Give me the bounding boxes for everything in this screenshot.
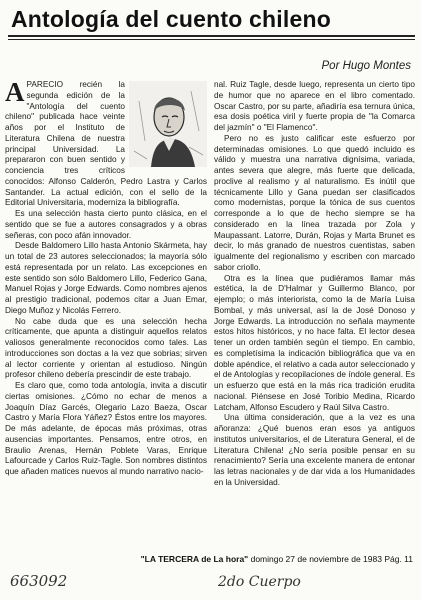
paragraph: Una última consideración, que a la vez es una añoranza: ¿Qué buenos eran esos ya antiguos institutos universitarios, el de Literatura General, el de Literatura Chilena! ¿No sería posible pensar en su renacimiento? Sería una excelente manera de entonar las letras nacionales y de dar vida a los Humanidades en la Universidad. — [214, 413, 415, 487]
publication-name: "LA TERCERA de La hora" — [140, 554, 249, 564]
paragraph: nal. Ruiz Tagle, desde luego, representa un cierto tipo de humor que no aparece en el libro comentado. Oscar Castro, por su parte, añadiría esa ternura única, esa dosis poética viril y fuerte propia de "la Comarca del jazmín" o "El Flamenco". — [214, 80, 415, 132]
handwritten-catalog-number: 663092 — [10, 572, 68, 590]
paragraph — [5, 77, 207, 209]
article-column-right — [214, 80, 415, 489]
handwritten-section-note: 2do Cuerpo — [218, 574, 301, 590]
byline: Por Hugo Montes — [321, 60, 411, 72]
author-portrait — [129, 81, 207, 167]
publication-date: domingo 27 de noviembre de 1983 Pág. 11 — [250, 554, 413, 564]
article-title: Antología del cuento chileno — [11, 6, 331, 32]
paragraph: Es una selección hasta cierto punto clásica, en el sentido que se fue a autores consagrados y a obras señeras, con poco afán innovador. — [5, 209, 207, 240]
paragraph: Desde Baldomero Lillo hasta Antonio Skármeta, hay un total de 23 autores seleccionados; la mayoría sólo está representada por un relato. Las excepciones en este sentido son sólo Baldomero Lillo, Federico Gana, Manuel Rojas y Jorge Edwards. Como nombres ajenos al prestigio tradicional, podemos citar a Juan Emar, Diego Muñoz y Nicolás Ferrero. — [5, 241, 207, 315]
paragraph: No cabe duda que es una selección hecha críticamente, que apunta a distinguir aquellos relatos valiosos generalmente reconocidos como tales. Las introducciones son doctas a la vez que sobrias; sirven al lector corriente y orientan al estudioso. Ningún profesor chileno debería prescindir de este trabajo. — [5, 316, 207, 380]
title-rule-bottom — [8, 39, 415, 40]
paragraph: Es claro que, como toda antología, invita a discutir ciertas omisiones. ¿Cómo no echar de menos a Joaquín Díaz Garcés, Olegario Lazo Baeza, Oscar Castro y María Flora Yáñez? Éstos entre los mayores. De más adelante, de épocas más próximas, otras ausencias importantes. Pensamos, entre otros, en Braulio Arenas, Hernán Poblete Varas, Enrique Lafourcade y Carlos Ruiz-Tagle. Son nombres distintos que añaden matices nuevos al mundo narrativo nacio- — [5, 381, 207, 476]
portrait-sketch — [129, 81, 207, 167]
source-footer — [141, 554, 413, 564]
paragraph: Otra es la línea que pudiéramos llamar más estética, la de D'Halmar y Guillermo Blanco, por ejemplo; o más interiorista, como la de María Luisa Bombal, y más universal, así la de José Donoso y Jorge Edwards. La introducción no señala maymente estos hitos históricos, y no hace falta. El lector desea tener un orden también según el tiempo. En cambio, es completísima la indicación bibliográfica que va en doble apéndice, el relativo a cada autor seleccionado y el de Antologías y recopilaciones de índole general. Es un esfuerzo que está en la más rica tradición erudita nacional. Piénsese en José Toribio Medina, Ricardo Latcham, Alfonso Escudero y Raúl Silva Castro. — [214, 273, 415, 412]
drop-cap: A — [5, 77, 25, 107]
title-rule-top — [8, 35, 415, 37]
paragraph: Pero no es justo calificar este esfuerzo por determinadas omisiones. Lo que quedó incluido es válido y muestra una narrativa dignísima, variada, antes severa que alegre, más fuerte que delicada, proclive al realismo y al naturalismo. Es inútil que técnicamente Lillo y Gana puedan ser clasificados como modernistas, porque la tónica de sus cuentos corresponde a lo que de hecho siempre se ha considerado en la línea trazada por Zola y Maupassant. Latorre, Durán, Rojas y Marta Brunet es decir, lo más granado de nuestros cuentistas, saben igualmente del regionalismo y escriben con marcado sabor criollo. — [214, 133, 415, 272]
article-column-left — [5, 77, 207, 478]
paragraph-text: PARECIO recién la segunda edición de la "Antología del cuento chileno" publicada hace veinte años por el Instituto de Literatura Chilena de nuestra principal Universidad. La prepararon con buen sentido y conciencia tres críticos conocidos: Alfonso Calderón, Pedro Lastra y Carlos Santander. La actual edición, con el sello de la Editorial Universitaria, moderniza la bibliografía. — [5, 80, 207, 208]
